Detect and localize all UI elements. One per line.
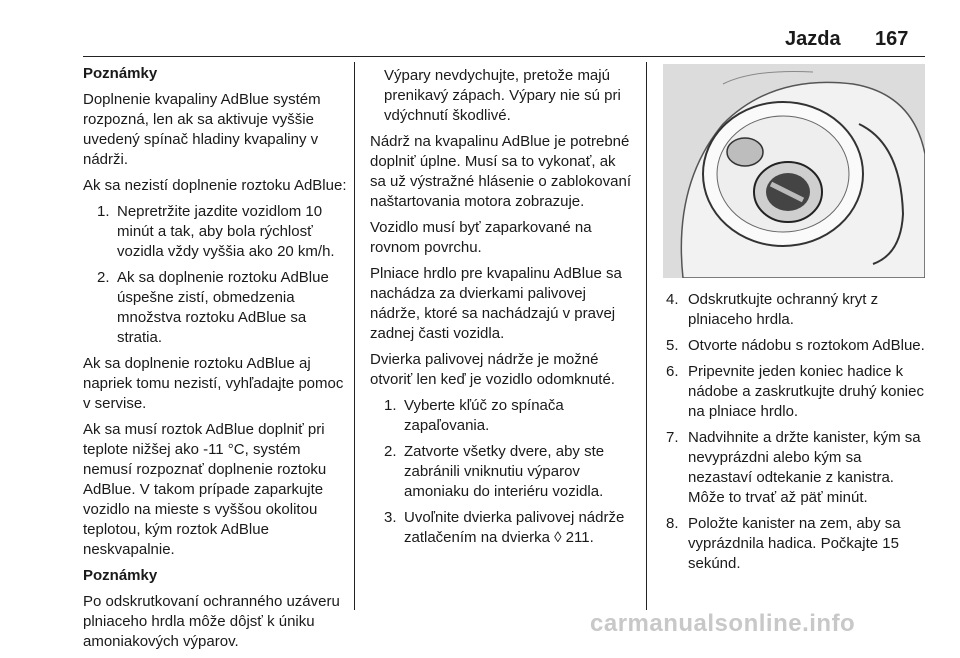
watermark: carmanualsonline.info bbox=[590, 610, 856, 637]
paragraph: Ak sa doplnenie roztoku AdBlue aj napriek tomu nezistí, vyhľadajte pomoc v servise. bbox=[83, 355, 344, 412]
list-item bbox=[97, 268, 351, 348]
steps-list bbox=[83, 202, 351, 348]
list-number: 4. bbox=[666, 291, 679, 308]
fuel-door-illustration bbox=[663, 64, 925, 278]
list-item bbox=[666, 514, 926, 574]
list-number: 8. bbox=[666, 515, 679, 532]
section-title: Jazda bbox=[785, 28, 841, 50]
column-divider-2 bbox=[646, 62, 647, 610]
list-item bbox=[666, 336, 926, 356]
note-heading: Poznámky bbox=[83, 567, 158, 584]
list-number: 7. bbox=[666, 429, 679, 446]
note-text: Po odskrutkovaní ochranného uzáveru plniaceho hrdla môže dôjsť k úniku amoniakových výparov. bbox=[83, 593, 340, 650]
list-item bbox=[666, 428, 926, 508]
list-text: Pripevnite jeden koniec hadice k nádobe a zaskrutkujte druhý koniec na plniace hrdlo. bbox=[688, 363, 924, 420]
paragraph: Výpary nevdychujte, pretože majú prenikavý zápach. Výpary nie sú pri vdýchnutí škodlivé. bbox=[384, 67, 621, 124]
list-number: 1. bbox=[384, 397, 397, 414]
list-text: Zatvorte všetky dvere, aby ste zabránili vniknutiu výparov amoniaku do interiéru vozidla. bbox=[404, 443, 605, 500]
paragraph: Dvierka palivovej nádrže je možné otvoriť len keď je vozidlo odomknuté. bbox=[370, 351, 615, 388]
list-number: 2. bbox=[97, 269, 110, 286]
paragraph: Plniace hrdlo pre kvapalinu AdBlue sa nachádza za dvierkami palivovej nádrže, ktoré sa nachádzajú v pravej zadnej časti vozidla. bbox=[370, 265, 622, 342]
paragraph: Ak sa nezistí doplnenie roztoku AdBlue: bbox=[83, 177, 347, 194]
list-item bbox=[384, 508, 635, 548]
list-text: Otvorte nádobu s roztokom AdBlue. bbox=[688, 337, 925, 354]
list-number: 1. bbox=[97, 203, 110, 220]
list-text: Uvoľnite dvierka palivovej nádrže zatlačením na dvierka ◊ 211. bbox=[404, 509, 625, 546]
list-text: Nepretržite jazdite vozidlom 10 minút a tak, aby bola rýchlosť vozidla vždy vyššia ako 20 km/h. bbox=[117, 203, 335, 260]
list-number: 3. bbox=[384, 509, 397, 526]
header-rule bbox=[83, 56, 925, 57]
list-item bbox=[666, 290, 926, 330]
column-2 bbox=[370, 66, 635, 554]
list-item bbox=[666, 362, 926, 422]
list-text: Položte kanister na zem, aby sa vyprázdnila hadica. Počkajte 15 sekúnd. bbox=[688, 515, 901, 572]
steps-list bbox=[666, 290, 926, 574]
column-divider-1 bbox=[354, 62, 355, 610]
page-number: 167 bbox=[875, 28, 909, 50]
list-number: 2. bbox=[384, 443, 397, 460]
paragraph: Ak sa musí roztok AdBlue doplniť pri teplote nižšej ako -11 °C, systém nemusí rozpoznať doplnenie roztoku AdBlue. V takom prípade zaparkujte vozidlo na mieste s vyššou okolitou teplotou, kým roztok AdBlue neskvapalnie. bbox=[83, 421, 327, 558]
note-heading: Poznámky bbox=[83, 65, 158, 82]
list-number: 6. bbox=[666, 363, 679, 380]
list-item bbox=[384, 396, 635, 436]
fuel-door-drawing bbox=[663, 64, 925, 278]
list-item bbox=[97, 202, 351, 262]
list-text: Vyberte kľúč zo spínača zapaľovania. bbox=[404, 397, 564, 434]
paragraph: Nádrž na kvapalinu AdBlue je potrebné doplniť úplne. Musí sa to vykonať, ak sa už výstražné hlásenie o zablokovaní naštartovania motora zobrazuje. bbox=[370, 133, 631, 210]
paragraph: Vozidlo musí byť zaparkované na rovnom povrchu. bbox=[370, 219, 592, 256]
list-number: 5. bbox=[666, 337, 679, 354]
list-text: Ak sa doplnenie roztoku AdBlue úspešne zistí, obmedzenia množstva roztoku AdBlue sa stratia. bbox=[117, 269, 329, 346]
column-3 bbox=[666, 290, 926, 580]
steps-list bbox=[370, 396, 635, 548]
note-text: Doplnenie kvapaliny AdBlue systém rozpozná, len ak sa aktivuje vyššie uvedený spínač hladiny kvapaliny v nádrži. bbox=[83, 91, 321, 168]
list-item bbox=[384, 442, 635, 502]
list-text: Nadvihnite a držte kanister, kým sa nevyprázdni alebo kým sa nezastaví odtekanie z kanistra. Môže to trvať až päť minút. bbox=[688, 429, 921, 506]
list-text: Odskrutkujte ochranný kryt z plniaceho hrdla. bbox=[688, 291, 879, 328]
column-1 bbox=[83, 64, 351, 658]
